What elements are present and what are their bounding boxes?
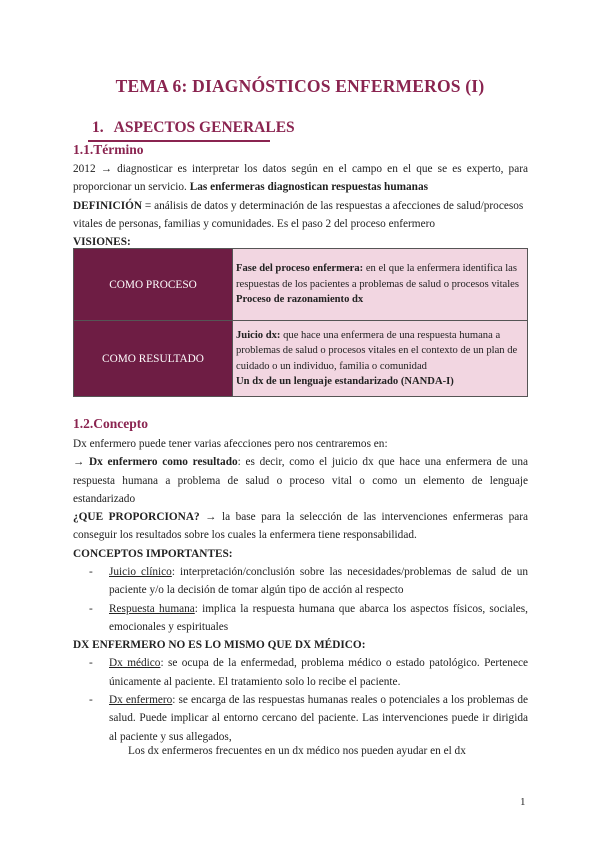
arrow-glyph: → <box>73 456 90 469</box>
dx-label <box>73 636 528 654</box>
termino-line-1: 2012 → diagnosticar es interpretar los datos según en el campo en el que se es experto, para <box>73 163 528 175</box>
table-row <box>74 321 528 397</box>
closing-line: Los dx enfermeros frecuentes en un dx médico nos pueden ayudar en el dx <box>128 745 466 757</box>
list-item-line-2: paciente y/o la decisión de tomar algún tipo de acción al respecto <box>109 584 404 597</box>
table-desc-bold: Juicio dx: <box>236 329 281 341</box>
table-row-label: COMO PROCESO <box>74 249 233 321</box>
list-item-term: Respuesta humana <box>109 602 195 615</box>
proporciona-line-1 <box>73 508 528 526</box>
list-item-line-1 <box>109 654 528 672</box>
termino-paragraph <box>73 160 528 251</box>
list-item-text: : interpretación/conclusión sobre las necesidades/problemas de salud de un <box>171 566 528 578</box>
concepto-intro: Dx enfermero puede tener varias afecciones pero nos centraremos en: <box>73 438 388 450</box>
list-item <box>73 691 528 746</box>
list-item-line-2: salud. Puede implicar al entorno cercano del paciente. Las intervenciones puede ir dirigida <box>109 712 528 725</box>
table-row <box>74 249 528 321</box>
table-desc-bold: Fase del proceso enfermera: <box>236 263 364 275</box>
visiones-table <box>73 248 528 397</box>
page-number: 1 <box>520 796 526 808</box>
termino-emphasis: Las enfermeras diagnostican respuestas humanas <box>189 181 428 194</box>
list-item-line-2: únicamente al paciente. El tratamiento solo lo recibe el paciente. <box>109 675 401 688</box>
list-item-term: Dx médico <box>109 657 161 670</box>
document-title: TEMA 6: DIAGNÓSTICOS ENFERMEROS (I) <box>115 76 485 96</box>
proporciona-text-1: → la base para la selección de las intervenciones enfermeras para <box>199 511 529 524</box>
table-row-description <box>233 249 528 321</box>
proporciona-label: ¿QUE PROPORCIONA? <box>73 511 200 524</box>
resultado-line-2: respuesta humana a problema de salud o proceso vital o como un elemento de lenguaje <box>73 474 528 487</box>
subsection-heading-concepto: 1.2.Concepto <box>73 416 148 431</box>
list-item-line-2: emocionales y espirituales <box>109 620 229 633</box>
list-item-line-3: al paciente y sus allegados, <box>109 730 232 743</box>
resultado-text-1: : es decir, como el juicio dx que hace una enfermera de una <box>237 456 528 469</box>
table-desc-text: que hace una enfermera de una respuesta humana a problemas de salud o procesos vitales en el contexto de un plan de cuidado o un individuo, familia o comunidad <box>236 329 518 372</box>
list-item-term: Juicio clínico <box>109 566 172 578</box>
conceptos-list <box>73 563 528 746</box>
list-item-text: : se ocupa de la enfermedad, problema médico o estado patológico. Pertenece <box>160 657 529 670</box>
definicion-line-1 <box>73 197 528 215</box>
resultado-line-3: estandarizado <box>73 492 136 505</box>
list-item-line-1 <box>109 563 528 581</box>
proporciona-line-2: conseguir los resultados sobre los cuales la enfermera tiene responsabilidad. <box>73 529 417 542</box>
bullet-dash: - <box>89 566 93 578</box>
definicion-line-2: vitales de personas, familias y comunidades. Es el paso 2 del proceso enfermero <box>73 217 436 230</box>
visiones-label-text: VISIONES: <box>73 236 131 249</box>
termino-line-2-text: proporcionar un servicio. <box>73 181 190 194</box>
definicion-text-1: = análisis de datos y determinación de las respuestas a afecciones de salud/procesos <box>142 199 524 212</box>
list-item <box>73 654 528 691</box>
definicion-label: DEFINICIÓN <box>73 199 143 212</box>
table-desc-bold-2: Un dx de un lenguaje estandarizado (NANDA-I) <box>236 375 454 387</box>
section-heading <box>92 119 295 137</box>
bullet-dash: - <box>89 694 93 707</box>
table-row-description <box>233 321 528 397</box>
table-row-label: COMO RESULTADO <box>74 321 233 397</box>
table-desc-text: en el que la enfermera identifica las respuestas de los pacientes a problemas de salud o procesos vitales <box>236 263 520 290</box>
dx-label-text: DX ENFERMERO NO ES LO MISMO QUE DX MÉDICO: <box>73 639 366 652</box>
list-item <box>73 563 528 600</box>
bullet-dash: - <box>89 602 93 615</box>
section-number: 1. <box>92 119 104 136</box>
list-item-text: : implica la respuesta humana que abarca los aspectos físicos, sociales, <box>194 602 529 615</box>
section-title: ASPECTOS GENERALES <box>113 119 295 136</box>
table-desc-bold-2: Proceso de razonamiento dx <box>236 294 364 306</box>
list-item-line-1 <box>109 691 528 709</box>
bullet-dash: - <box>89 657 93 670</box>
conceptos-label-text: CONCEPTOS IMPORTANTES: <box>73 547 233 560</box>
subsection-heading-termino: 1.1.Término <box>73 142 144 157</box>
resultado-line-1 <box>73 453 528 471</box>
resultado-bold: Dx enfermero como resultado <box>89 456 238 469</box>
list-item-term: Dx enfermero <box>109 694 173 707</box>
list-item-line-1 <box>109 600 528 618</box>
termino-line-2 <box>73 178 528 196</box>
concepto-paragraph <box>73 435 528 563</box>
list-item <box>73 600 528 637</box>
conceptos-label <box>73 545 528 563</box>
list-item-text: : se encarga de las respuestas humanas reales o potenciales a los problemas de <box>172 694 528 707</box>
